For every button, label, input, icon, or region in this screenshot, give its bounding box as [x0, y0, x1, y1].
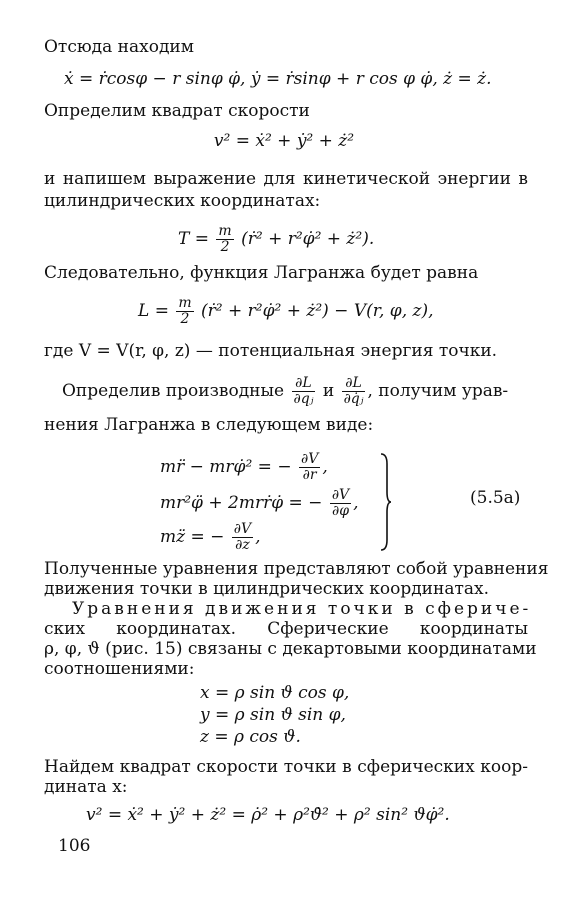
text-line: Полученные уравнения представляют собой уравнения [44, 559, 549, 579]
fraction-numerator: ∂V [233, 521, 252, 537]
fraction [342, 376, 366, 407]
formula-kinetic-energy [178, 222, 374, 256]
formula-spherical-velocity: v² = ẋ² + ẏ² + ż² = ρ̇² + ρ²ϑ̇² + ρ² sin² ϑφ̇². [86, 805, 450, 825]
formula-spherical-y: y = ρ sin ϑ sin φ, [200, 705, 346, 725]
formula-lagrangian [138, 294, 434, 328]
fraction-denominator: ∂qⱼ [293, 391, 314, 407]
text-line: и напишем выражение для кинетической энергии в [44, 169, 528, 189]
text-line: дината x: [44, 777, 128, 797]
lagrange-equation-2 [160, 486, 359, 520]
text-line: Следовательно, функция Лагранжа будет равна [44, 263, 479, 283]
formula-part: L = [138, 301, 169, 321]
text-line: Определим квадрат скорости [44, 101, 310, 121]
lagrange-equation-3 [160, 520, 261, 554]
text-line: ρ, φ, ϑ (рис. 15) связаны с декартовыми координатами [44, 639, 537, 659]
formula-velocity-square: v² = ẋ² + ẏ² + ż² [213, 131, 355, 151]
formula-part: mr̈ − mrφ̇² = − [160, 457, 292, 477]
text-line: Отсюда находим [44, 37, 194, 57]
fraction-numerator: ∂L [292, 376, 316, 392]
formula-part: mz̈ = − [160, 527, 225, 547]
formula-spherical-x: x = ρ sin ϑ cos φ, [200, 683, 350, 703]
text-part: и [322, 381, 335, 401]
fraction-denominator: ∂φ [331, 503, 350, 519]
formula-part: T = [178, 229, 209, 249]
formula-part: , [255, 527, 261, 547]
formula-part: (ṙ² + r²φ̇² + ż²) − V(r, φ, z), [201, 301, 434, 321]
fraction-numerator: m [218, 223, 232, 239]
fraction-denominator: ∂z [235, 537, 250, 553]
fraction-numerator: ∂L [342, 376, 366, 392]
fraction-denominator: ∂q̇ⱼ [343, 391, 364, 407]
text-line: где V = V(r, φ, z) — потенциальная энергия точки. [44, 341, 498, 361]
text-line: цилиндрических координатах: [44, 191, 321, 211]
fraction [330, 488, 351, 519]
fraction-numerator: ∂V [331, 487, 350, 503]
fraction [299, 452, 320, 483]
text-line: соотношениями: [44, 659, 195, 679]
equation-number: (5.5a) [470, 488, 521, 508]
formula-part: , [353, 493, 359, 513]
formula-part: mr²φ̈ + 2mrṙφ̇ = − [160, 493, 323, 513]
fraction-numerator: m [178, 295, 192, 311]
text-line: Найдем квадрат скорости точки в сферических коор- [44, 757, 528, 777]
formula-velocity-components: ẋ = ṙcosφ − r sinφ φ̇, ẏ = ṙsinφ + r cos φ φ̇, ż = ż. [64, 69, 492, 89]
right-brace [378, 452, 392, 552]
fraction-denominator: ∂r [302, 467, 317, 483]
formula-spherical-z: z = ρ cos ϑ. [200, 727, 301, 747]
fraction [176, 296, 193, 327]
lagrange-equation-1 [160, 450, 328, 484]
formula-part: (ṙ² + r²φ̇² + ż²). [241, 229, 375, 249]
text-line: нения Лагранжа в следующем виде: [44, 415, 374, 435]
fraction-denominator: 2 [180, 311, 190, 327]
formula-part: , [322, 457, 328, 477]
fraction [232, 522, 253, 553]
fraction-numerator: ∂V [300, 451, 319, 467]
text-part: , получим урав- [367, 381, 509, 401]
page-number: 106 [58, 836, 91, 856]
text-line-derivatives [62, 374, 508, 408]
section-heading: Уравнения движения точки в сфериче- [72, 599, 532, 619]
fraction [292, 376, 316, 407]
text-line: ских координатах. Сферические координаты [44, 619, 528, 639]
fraction [216, 224, 233, 255]
fraction-denominator: 2 [220, 239, 230, 255]
text-part: Определив производные [62, 381, 285, 401]
text-line: движения точки в цилиндрических координатах. [44, 579, 490, 599]
